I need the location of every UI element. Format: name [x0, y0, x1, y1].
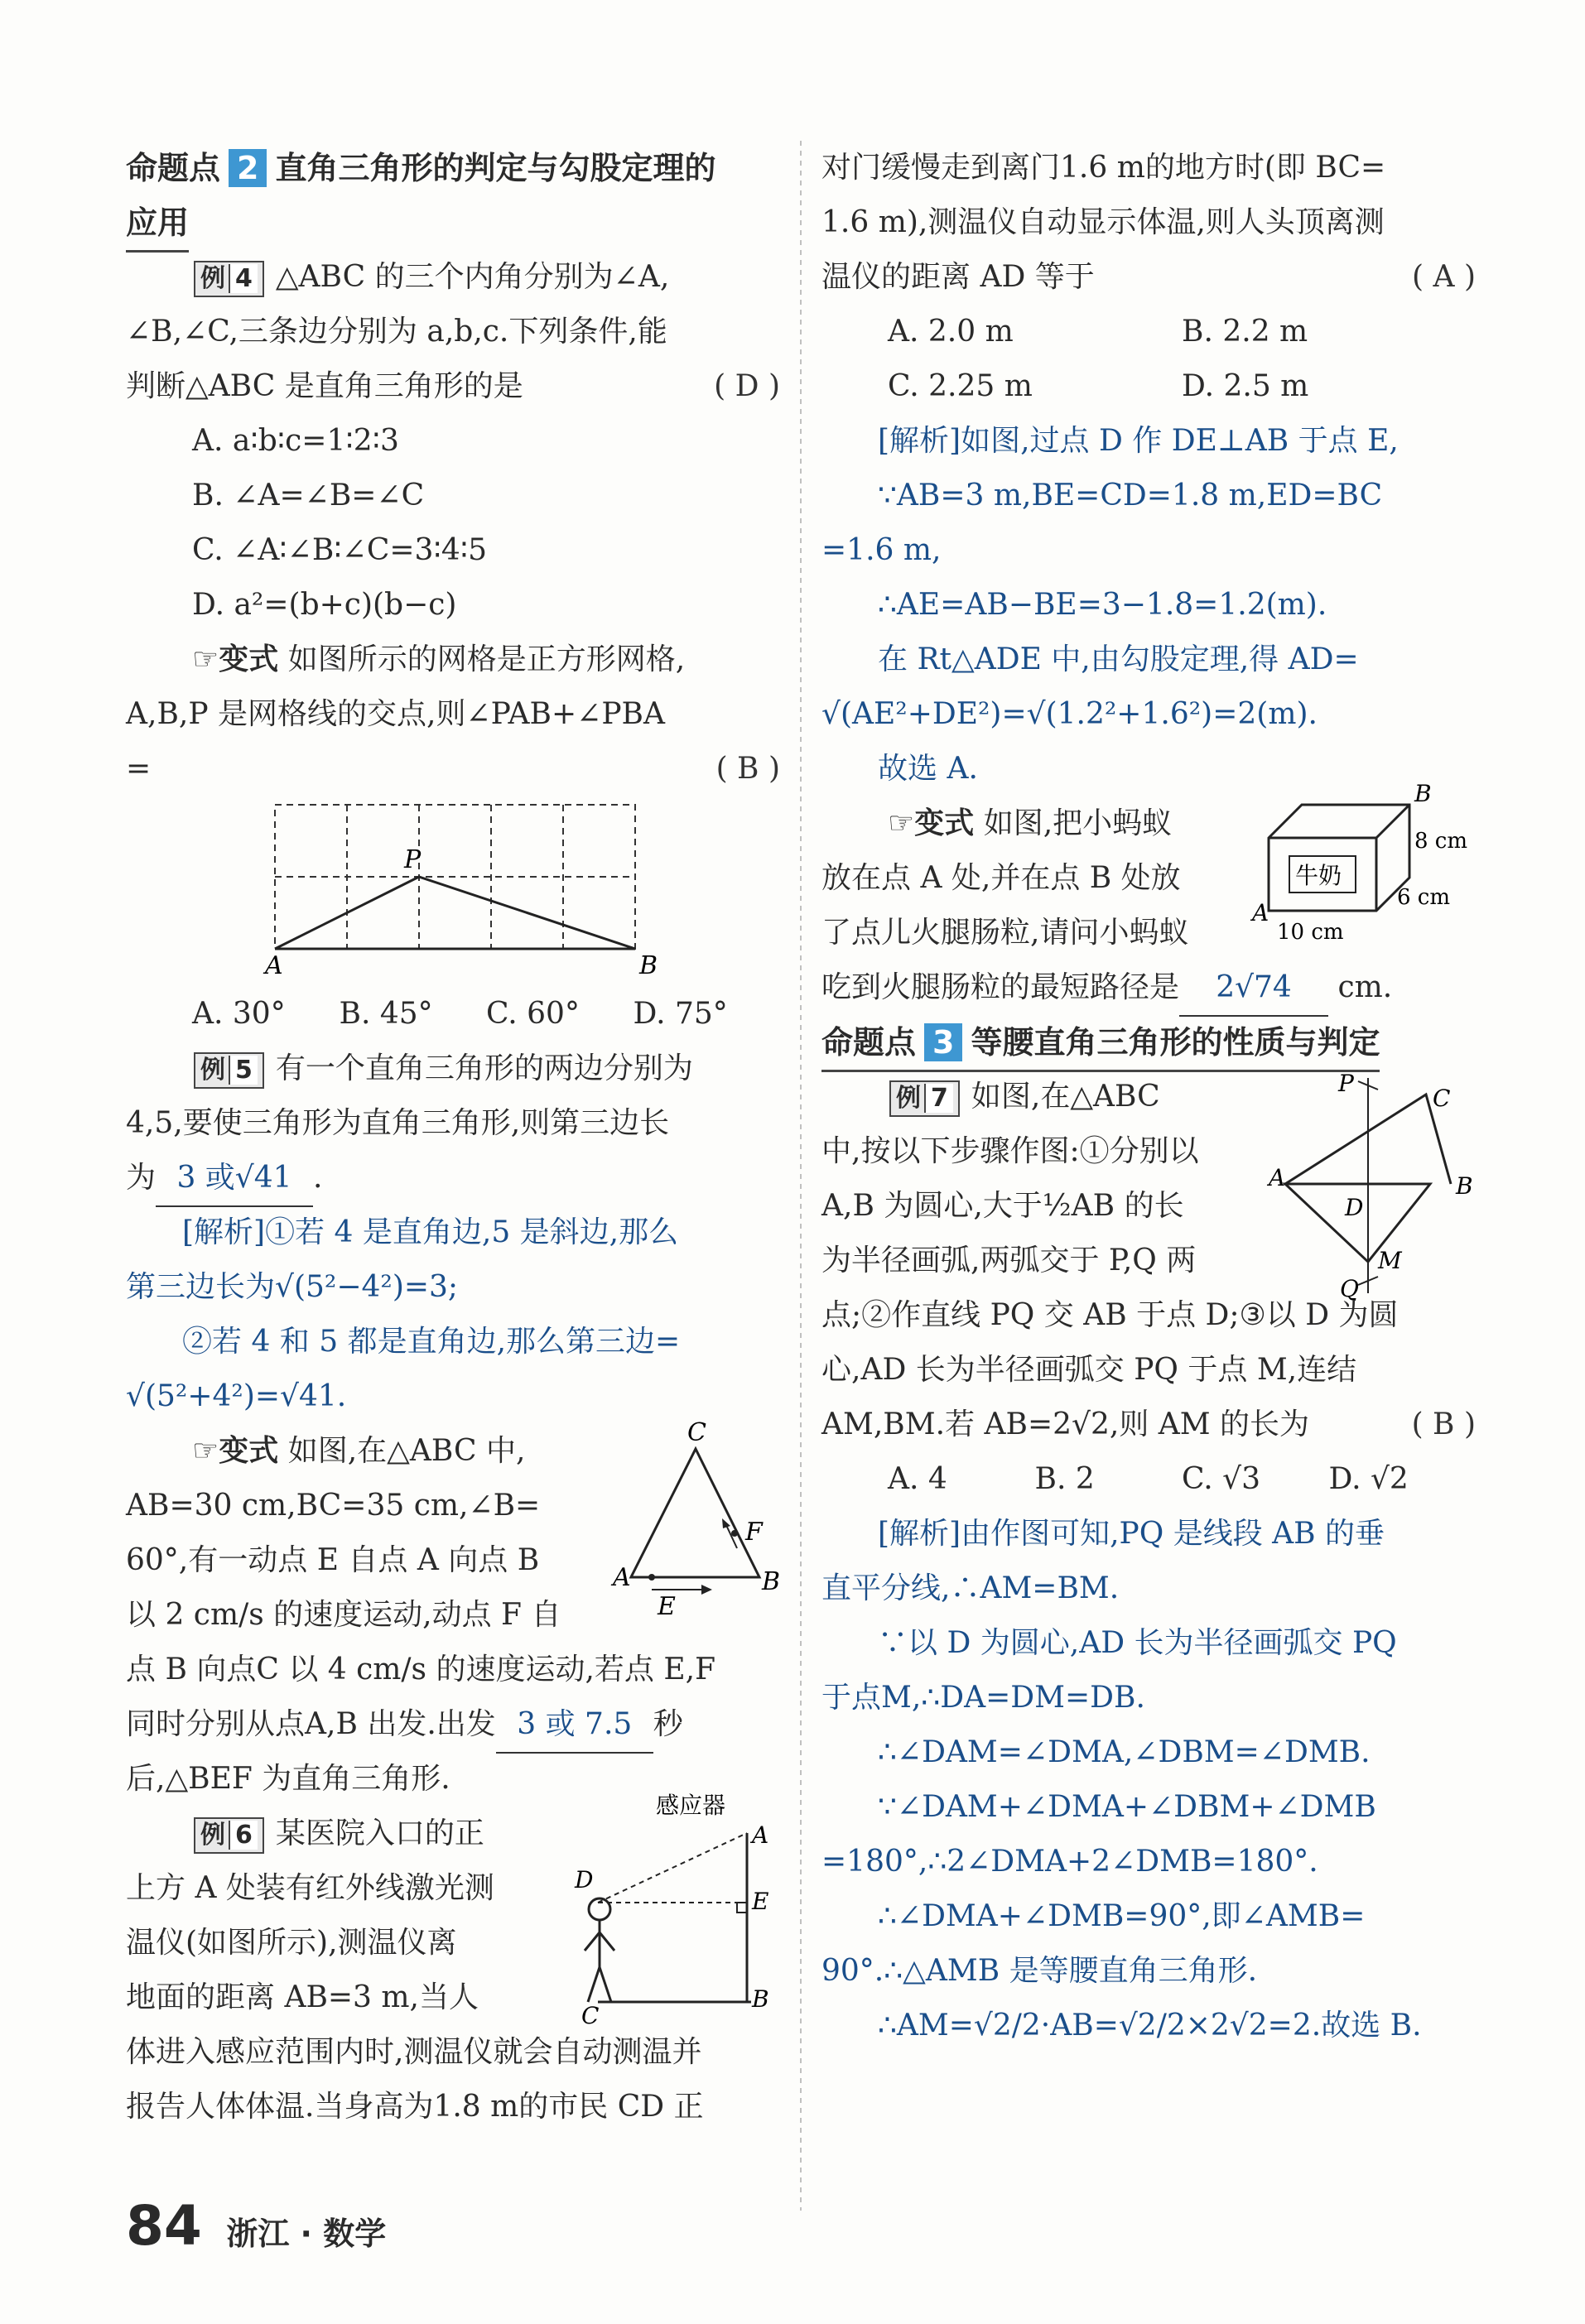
text-line: AM,BM.若 AB=2√2,则 AM 的长为 ( B ) — [821, 1398, 1476, 1452]
subject-label: 浙江 · 数学 — [226, 2216, 387, 2252]
text-line: 判断△ABC 是直角三角形的是 ( D ) — [126, 359, 780, 414]
text-line: 以 2 cm/s 的速度运动,动点 F 自 — [126, 1598, 561, 1632]
text-line: A,B 为圆心,大于½AB 的长 — [821, 1189, 1184, 1223]
text-line: ∠B,∠C,三条边分别为 a,b,c.下列条件,能 — [126, 315, 667, 349]
answer-blank: 2√74 — [1179, 960, 1328, 1017]
page-number: 84 — [126, 2194, 202, 2258]
text-line: ∴AE=AB−BE=3−1.8=1.2(m). — [878, 588, 1327, 622]
example-badge: 例 7 — [889, 1080, 960, 1117]
svg-text:感应器: 感应器 — [656, 1792, 726, 1819]
text-line: A,B,P 是网格线的交点,则∠PAB+∠PBA — [126, 697, 665, 731]
variant-2: ☞变式 如图,在△ABC 中, AB=30 cm,BC=35 cm,∠B= 60°,有一动点 E 自点 A 向点 B 以 2 cm/s 的速度运动,动点 F 自 C A B E F 点 B 向点C 以 4 cm/s 的速度运动,若点 E,F 同时分别从点A,B 出发.出发 3 或 7.5 秒 后,△BEF 为直角三角形. — [126, 1424, 780, 1807]
answer: ( D ) — [714, 369, 780, 403]
svg-text:B: B — [1414, 780, 1432, 807]
text-line: =180°,∴2∠DMA+2∠DMB=180°. — [821, 1845, 1318, 1879]
svg-text:P: P — [1338, 1070, 1354, 1097]
text-line: 中,按以下步骤作图:①分别以 — [821, 1134, 1199, 1168]
text-line: 放在点 A 处,并在点 B 处放 — [821, 861, 1181, 895]
text-line: ②若 4 和 5 都是直角边,那么第三边= — [182, 1325, 681, 1359]
analysis-6: [解析]如图,过点 D 作 DE⊥AB 于点 E, — [878, 424, 1399, 458]
svg-text:C: C — [581, 2002, 600, 2029]
text-line: 温仪(如图所示),测温仪离 — [126, 1926, 457, 1960]
text-line: ∵以 D 为圆心,AD 长为半径画弧交 PQ — [878, 1626, 1397, 1660]
text-line: 为 3 或√41 . — [126, 1151, 780, 1205]
svg-text:B: B — [1456, 1172, 1473, 1200]
text-line: ∴∠DAM=∠DMA,∠DBM=∠DMB. — [878, 1735, 1371, 1769]
label-a: A — [265, 951, 283, 980]
text-line: 地面的距离 AB=3 m,当人 — [126, 1980, 479, 2014]
svg-text:C: C — [1433, 1085, 1451, 1112]
text-line: 上方 A 处装有红外线激光测 — [126, 1871, 494, 1905]
svg-text:B: B — [752, 1985, 769, 2013]
answer-blank: 3 或√41 — [156, 1151, 313, 1207]
svg-text:A: A — [1252, 899, 1269, 926]
text-line: 心,AD 长为半径画弧交 PQ 于点 M,连结 — [821, 1353, 1357, 1387]
text-line: 报告人体体温.当身高为1.8 m的市民 CD 正 — [126, 2090, 704, 2124]
text-line: 了点儿火腿肠粒,请问小蚂蚁 — [821, 916, 1189, 950]
text-line: √(AE²+DE²)=√(1.2²+1.6²)=2(m). — [821, 697, 1318, 731]
svg-text:F: F — [745, 1518, 763, 1547]
svg-text:E: E — [658, 1592, 676, 1621]
text-line: 直平分线,∴AM=BM. — [821, 1571, 1120, 1605]
text-line: 后,△BEF 为直角三角形. — [126, 1762, 450, 1796]
text-line: 点;②作直线 PQ 交 AB 于点 D;③以 D 为圆 — [821, 1298, 1399, 1332]
svg-text:牛奶: 牛奶 — [1295, 862, 1342, 889]
text-line: ∵∠DAM+∠DMA+∠DBM+∠DMB — [878, 1790, 1376, 1824]
example-5: 例 5 有一个直角三角形的两边分别为 — [126, 1042, 780, 1096]
label-b: B — [639, 951, 658, 980]
section-heading-2: 命题点 2 直角三角形的判定与勾股定理的 — [126, 150, 716, 186]
text-line: √(5²+4²)=√41. — [126, 1379, 347, 1413]
text-line: 在 Rt△ADE 中,由勾股定理,得 AD= — [878, 642, 1359, 676]
text-line: 同时分别从点A,B 出发.出发 3 或 7.5 秒 — [126, 1697, 780, 1752]
options-row: C. 2.25 m D. 2.5 m — [888, 369, 1309, 403]
svg-text:E: E — [752, 1888, 769, 1915]
option-a: A. a∶b∶c=1∶2∶3 — [192, 424, 399, 458]
text-line: ∴∠DMA+∠DMB=90°,即∠AMB= — [878, 1899, 1366, 1933]
text-line: 60°,有一动点 E 自点 A 向点 B — [126, 1543, 540, 1577]
text-line: 体进入感应范围内时,测温仪就会自动测温并 — [126, 2035, 702, 2069]
option-b: B. ∠A=∠B=∠C — [192, 479, 425, 512]
construction-figure — [1269, 1061, 1484, 1302]
section-heading-2-cont: 应用 — [126, 195, 780, 250]
label-p: P — [404, 845, 422, 874]
text-line: 故选 A. — [878, 752, 978, 786]
answer: ( B ) — [1411, 1407, 1476, 1441]
text-line: 为半径画弧,两弧交于 P,Q 两 — [821, 1244, 1197, 1277]
example-4: 例 4 △ABC 的三个内角分别为∠A, — [126, 250, 780, 305]
right-column — [821, 141, 1476, 2053]
example-badge: 例 6 — [194, 1817, 264, 1854]
svg-text:D: D — [1345, 1194, 1364, 1221]
example-6: 例 6 某医院入口的正 上方 A 处装有红外线激光测 温仪(如图所示),测温仪离 地面的距离 AB=3 m,当人 感应器 A E B D C 体进入感应范围内时,测温仪就会自动测温并 报告人体体温.当身高为1.8 m的市民 CD 正 — [126, 1807, 780, 2134]
svg-text:D: D — [575, 1866, 594, 1893]
answer: ( B ) — [715, 752, 780, 786]
svg-text:A: A — [752, 1821, 769, 1849]
section-heading-3: 命题点 3 等腰直角三角形的性质与判定 — [821, 1015, 1476, 1070]
variant-1: ☞变式 如图所示的网格是正方形网格, — [192, 642, 686, 676]
text-line: ∴AM=√2/2·AB=√2/2×2√2=2.故选 B. — [878, 2009, 1422, 2043]
svg-text:6 cm: 6 cm — [1397, 885, 1451, 910]
text-line: ∵AB=3 m,BE=CD=1.8 m,ED=BC — [878, 479, 1383, 512]
options-row: A. 2.0 m B. 2.2 m — [888, 315, 1308, 349]
text-line: 于点M,∴DA=DM=DB. — [821, 1681, 1145, 1715]
text-line: = ( B ) — [126, 742, 780, 796]
analysis-7: [解析]由作图可知,PQ 是线段 AB 的垂 — [878, 1517, 1385, 1551]
text-line: =1.6 m, — [821, 533, 942, 567]
thermometer-figure — [556, 1785, 772, 2029]
text-line: AB=30 cm,BC=35 cm,∠B= — [126, 1489, 541, 1523]
text-line: 4,5,要使三角形为直角三角形,则第三边长 — [126, 1106, 670, 1140]
column-divider — [800, 141, 802, 2211]
example-badge: 例 5 — [194, 1052, 264, 1089]
svg-text:Q: Q — [1340, 1275, 1359, 1302]
svg-text:A: A — [1269, 1164, 1286, 1191]
answer-blank: 3 或 7.5 — [496, 1697, 653, 1754]
left-column — [126, 141, 780, 2134]
example-badge: 例 4 — [194, 261, 264, 297]
variant-3: ☞变式 如图,把小蚂蚁 放在点 A 处,并在点 B 处放 了点儿火腿肠粒,请问小蚂蚁 牛奶 B A 8 cm 6 cm 10 cm 吃到火腿肠粒的最短路径是 2√74 cm. — [821, 796, 1476, 1015]
svg-text:M: M — [1378, 1247, 1402, 1274]
text-line: 对门缓慢走到离门1.6 m的地方时(即 BC= — [821, 151, 1386, 185]
box-figure — [1252, 780, 1492, 954]
text-line: 第三边长为√(5²−4²)=3; — [126, 1270, 459, 1304]
triangle-figure — [613, 1416, 781, 1621]
options-row: A. 30° B. 45° C. 60° D. 75° — [192, 997, 728, 1031]
text-line: 点 B 向点C 以 4 cm/s 的速度运动,若点 E,F — [126, 1653, 716, 1686]
page-footer — [126, 2194, 386, 2258]
text-line: 吃到火腿肠粒的最短路径是 2√74 cm. — [821, 960, 1476, 1015]
option-d: D. a²=(b+c)(b−c) — [192, 588, 457, 622]
svg-text:A: A — [613, 1563, 631, 1592]
svg-text:B: B — [762, 1567, 781, 1596]
text-line: 温仪的距离 AD 等于 ( A ) — [821, 250, 1476, 305]
svg-text:C: C — [687, 1418, 706, 1447]
svg-text:8 cm: 8 cm — [1414, 829, 1468, 854]
text-line: 90°.∴△AMB 是等腰直角三角形. — [821, 1954, 1258, 1988]
text-line: 1.6 m),测温仪自动显示体温,则人头顶离测 — [821, 205, 1385, 239]
answer: ( A ) — [1412, 260, 1476, 294]
example-7: 例 7 如图,在△ABC 中,按以下步骤作图:①分别以 A,B 为圆心,大于½AB 的长 为半径画弧,两弧交于 P,Q 两 P Q C A B D M 点;②作直线 PQ 交 AB 于点 D;③以 D 为圆 心,AD 长为半径画弧交 PQ 于点 M,连结 AM,BM.若 AB=2√2,则 AM 的长为 ( B ) — [821, 1070, 1476, 1452]
svg-text:10 cm: 10 cm — [1277, 920, 1344, 945]
option-c: C. ∠A∶∠B∶∠C=3∶4∶5 — [192, 533, 487, 567]
grid-figure — [126, 796, 780, 987]
options-row: A. 4 B. 2 C. √3 D. √2 — [888, 1462, 1409, 1496]
analysis-5: [解析]①若 4 是直角边,5 是斜边,那么 — [182, 1215, 679, 1249]
